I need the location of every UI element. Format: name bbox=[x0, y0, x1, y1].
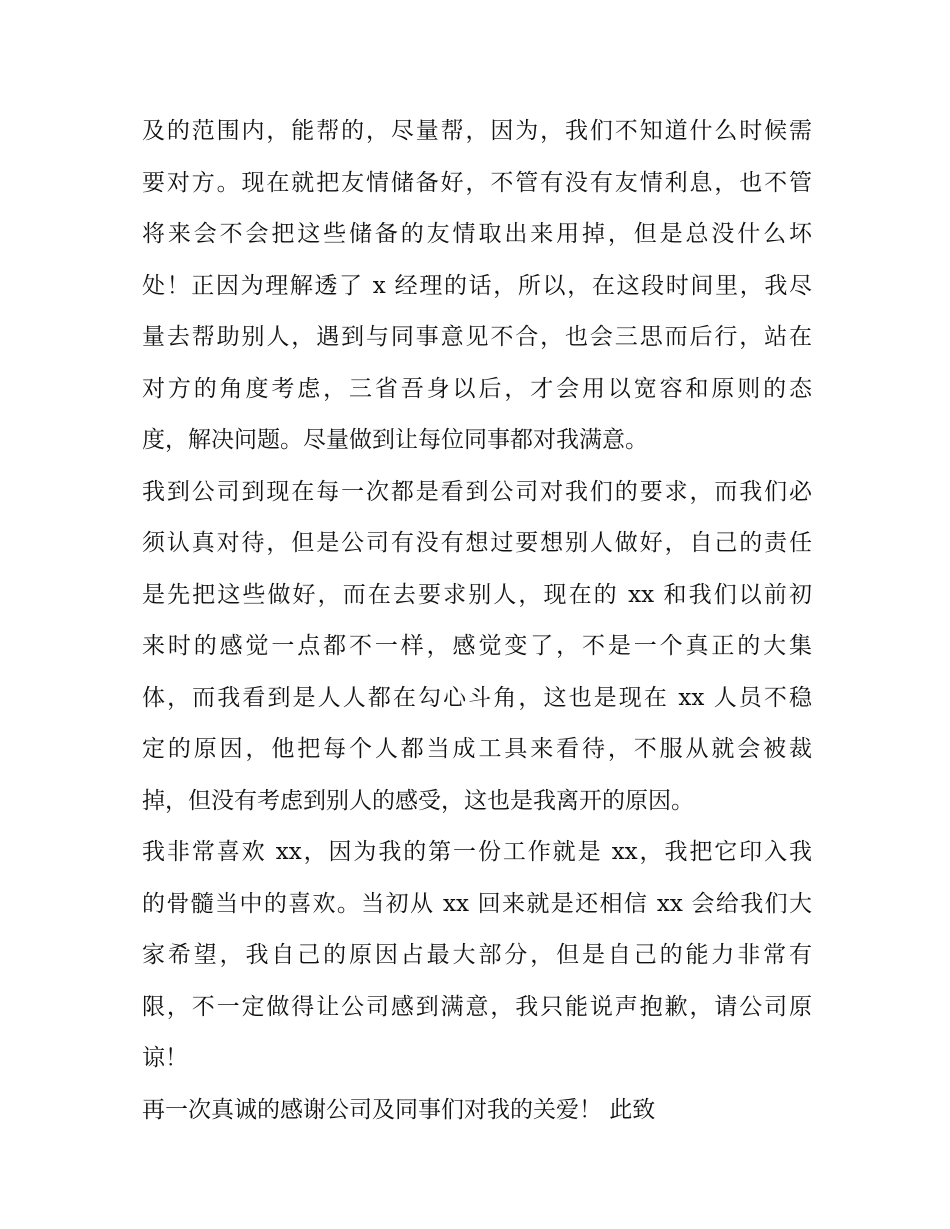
text-line: 度，解决问题。尽量做到让每位同事都对我满意。 bbox=[142, 427, 648, 453]
text-line: 及的范围内，能帮的，尽量帮，因为，我们不知道什么时候需 bbox=[142, 118, 812, 144]
letter-body bbox=[142, 106, 812, 1136]
text-line: 掉，但没有考虑到别人的感受，这也是我离开的原因。 bbox=[142, 787, 694, 814]
text-line: 是先把这些做好，而在去要求别人，现在的 xx 和我们以前初 bbox=[142, 581, 812, 608]
paragraph-1 bbox=[142, 106, 812, 467]
text-line: 将来会不会把这些储备的友情取出来用掉，但是总没什么坏 bbox=[142, 221, 812, 247]
text-line: 谅！ bbox=[142, 1045, 188, 1071]
text-line: 须认真对待，但是公司有没有想过要想别人做好，自己的责任 bbox=[142, 530, 812, 556]
text-line: 来时的感觉一点都不一样，感觉变了，不是一个真正的大集 bbox=[142, 633, 812, 659]
text-line: 量去帮助别人，遇到与同事意见不合，也会三思而后行，站在 bbox=[142, 324, 812, 350]
paragraph-4 bbox=[142, 1085, 812, 1137]
text-line: 要对方。现在就把友情储备好，不管有没有友情利息，也不管 bbox=[142, 169, 812, 196]
text-line: 的骨髓当中的喜欢。当初从 xx 回来就是还相信 xx 会给我们大 bbox=[142, 890, 812, 917]
paragraph-2 bbox=[142, 467, 812, 828]
text-line: 限，不一定做得让公司感到满意，我只能说声抱歉，请公司原 bbox=[142, 993, 812, 1020]
text-line: 处！正因为理解透了 x 经理的话，所以，在这段时间里，我尽 bbox=[142, 272, 812, 299]
text-line: 对方的角度考虑，三省吾身以后，才会用以宽容和原则的态 bbox=[142, 375, 812, 402]
paragraph-3 bbox=[142, 827, 812, 1085]
text-line: 我非常喜欢 xx，因为我的第一份工作就是 xx，我把它印入我 bbox=[142, 839, 812, 865]
closing-line: 再一次真诚的感谢公司及同事们对我的关爱！ 此致 bbox=[142, 1096, 656, 1123]
text-line: 体，而我看到是人人都在勾心斗角，这也是现在 xx 人员不稳 bbox=[142, 684, 812, 711]
text-line: 定的原因，他把每个人都当成工具来看待，不服从就会被裁 bbox=[142, 736, 812, 762]
text-line: 家希望，我自己的原因占最大部分，但是自己的能力非常有 bbox=[142, 942, 812, 968]
text-line: 我到公司到现在每一次都是看到公司对我们的要求，而我们必 bbox=[142, 478, 812, 505]
